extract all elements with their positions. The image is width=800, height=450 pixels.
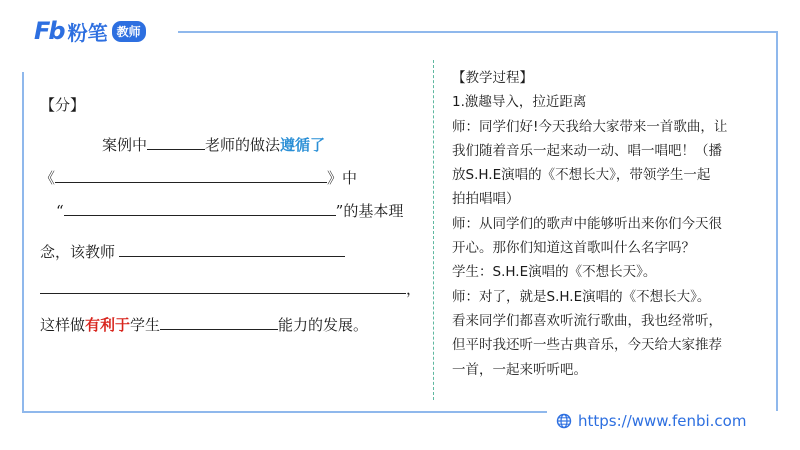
frame-bottom-border bbox=[22, 411, 547, 413]
exercise-line-3 bbox=[56, 200, 403, 221]
website-link[interactable] bbox=[556, 412, 746, 430]
blank-ability[interactable] bbox=[160, 314, 278, 330]
process-line: 师：从同学们的歌声中能够听出来你们今天很 bbox=[452, 215, 722, 232]
text-segment: ， bbox=[406, 280, 422, 298]
exercise-line-6 bbox=[40, 314, 368, 335]
blank-teacher-action[interactable] bbox=[119, 241, 345, 257]
text-segment: 》中 bbox=[327, 169, 358, 187]
frame-top-border bbox=[178, 31, 778, 33]
process-line: 我们随着音乐一起来动一动、唱一唱吧！（播 bbox=[452, 142, 722, 159]
process-line: 师：同学们好!今天我给大家带来一首歌曲，让 bbox=[452, 118, 728, 135]
process-line: 放S.H.E演唱的《不想长大》，带领学生一起 bbox=[452, 167, 711, 184]
teaching-process bbox=[452, 66, 772, 382]
column-divider bbox=[433, 60, 434, 400]
text-segment: 学生 bbox=[130, 316, 161, 334]
website-url[interactable]: https://www.fenbi.com bbox=[578, 412, 747, 430]
brand-name: 粉笔 bbox=[67, 20, 108, 45]
brand-logo bbox=[34, 16, 146, 46]
blank-concept[interactable] bbox=[64, 200, 336, 216]
exercise-line-5 bbox=[40, 278, 421, 299]
keyword-beneficial: 有利于 bbox=[85, 316, 131, 334]
brand-mark: Fb bbox=[34, 17, 64, 45]
process-line: 师：对了，就是S.H.E演唱的《不想长大》。 bbox=[452, 288, 711, 305]
blank-continuation[interactable] bbox=[40, 278, 406, 294]
text-segment: 这样做 bbox=[40, 316, 86, 334]
text-segment: 念，该教师 bbox=[40, 243, 116, 261]
process-line: 但平时我还听一些古典音乐，今天给大家推荐 bbox=[452, 337, 722, 354]
process-line: 开心。那你们知道这首歌叫什么名字吗？ bbox=[452, 240, 695, 257]
text-segment: 能力的发展。 bbox=[278, 316, 369, 334]
text-segment: “ bbox=[56, 202, 64, 220]
blank-teacher[interactable] bbox=[147, 134, 205, 150]
blank-document-name[interactable] bbox=[55, 167, 327, 183]
text-segment: 《 bbox=[40, 169, 56, 187]
exercise-line-2 bbox=[40, 167, 357, 188]
process-line: 【教学过程】 bbox=[452, 70, 533, 86]
globe-icon bbox=[556, 413, 572, 429]
process-line: 看来同学们都喜欢听流行歌曲，我也经常听， bbox=[452, 312, 722, 329]
section-title: 【分】 bbox=[40, 96, 86, 114]
text-segment: ”的基本理 bbox=[335, 202, 404, 220]
exercise-line-4 bbox=[40, 241, 345, 262]
frame-left-border bbox=[22, 72, 24, 412]
process-line: 学生：S.H.E演唱的《不想长天》。 bbox=[452, 264, 657, 281]
process-line: 1.激趣导入，拉近距离 bbox=[452, 94, 587, 111]
process-line: 一首，一起来听听吧。 bbox=[452, 361, 587, 378]
frame-right-border bbox=[776, 31, 778, 411]
brand-badge: 教师 bbox=[112, 21, 146, 42]
text-segment: 案例中 bbox=[102, 136, 148, 154]
exercise-line-1 bbox=[102, 134, 325, 155]
keyword-follow: 遵循了 bbox=[280, 136, 326, 154]
process-line: 拍拍唱唱） bbox=[452, 191, 520, 208]
text-segment: 老师的做法 bbox=[205, 136, 281, 154]
